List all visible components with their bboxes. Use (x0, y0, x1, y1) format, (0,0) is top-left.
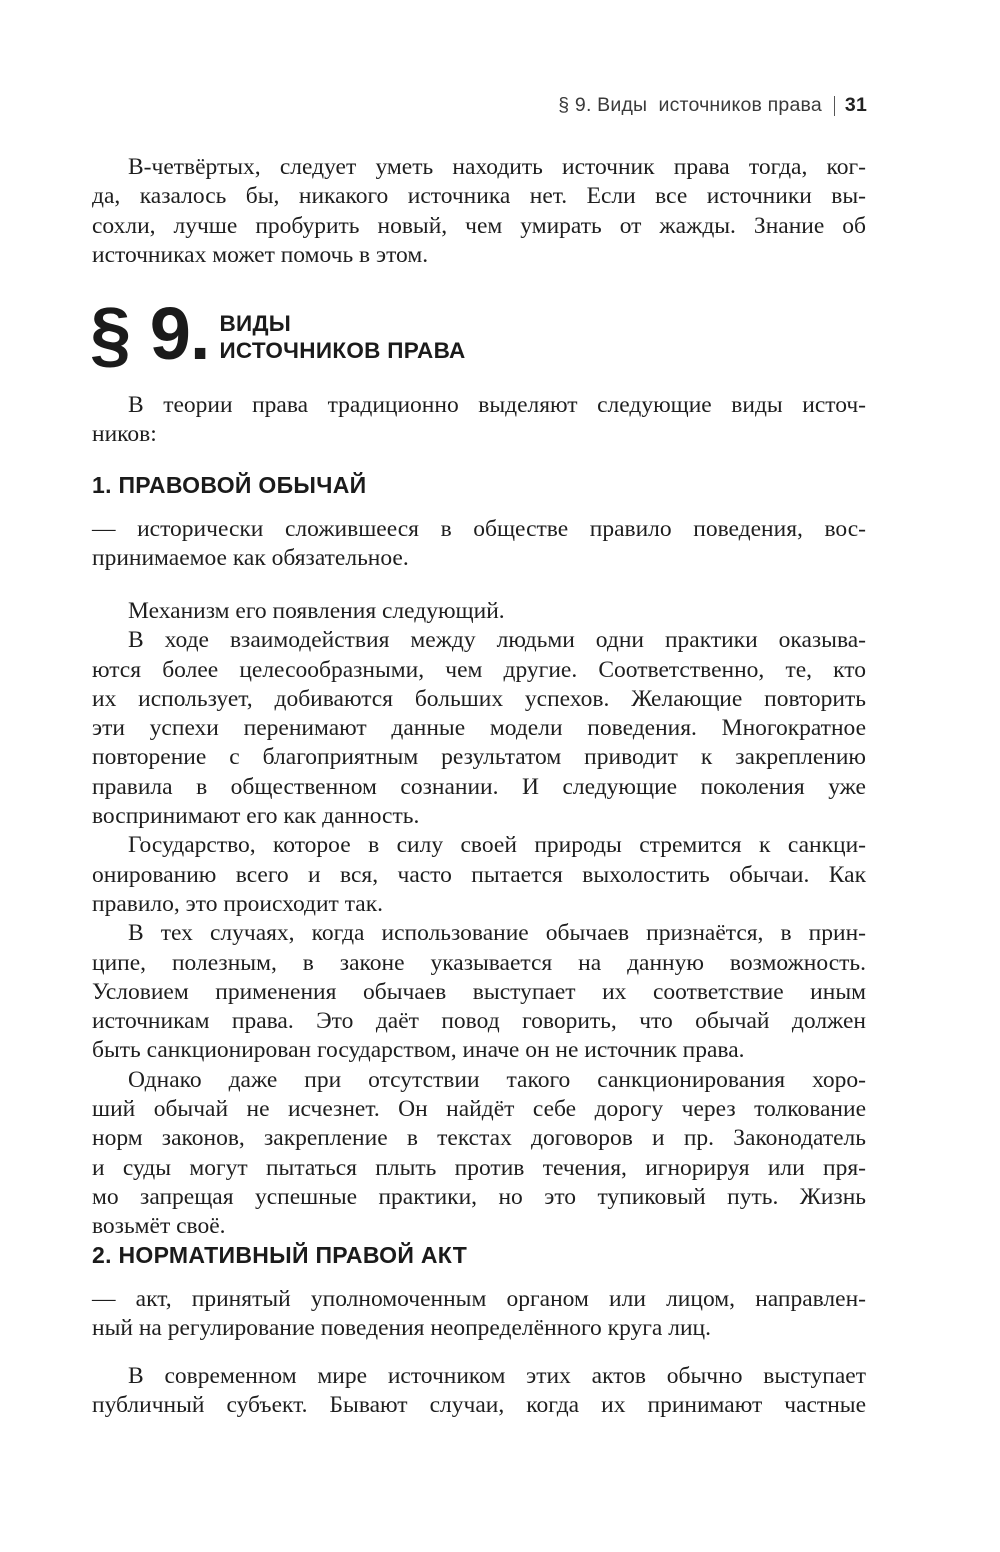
text-line: онированию всего и вся, часто пытается выхолостить обычаи. Как (92, 861, 866, 888)
text-line: принимаемое как обязательное. (92, 545, 409, 572)
section-title-line: ИСТОЧНИКОВ ПРАВА (219, 338, 466, 363)
paragraph (92, 831, 866, 919)
paragraph (92, 597, 866, 626)
text-line: ший обычай не исчезнет. Он найдёт себе дорогу через толкование (92, 1096, 866, 1123)
subsection-heading: 2. НОРМАТИВНЫЙ ПРАВОЙ АКТ (92, 1242, 468, 1268)
text-line: правило, это происходит так. (92, 890, 383, 917)
text-line: эти успехи перенимают данные модели поведения. Многократное (92, 715, 866, 742)
text-line: правила в общественном сознании. И следующие поколения уже (92, 773, 866, 800)
subsection-heading: 1. ПРАВОВОЙ ОБЫЧАЙ (92, 472, 367, 498)
text-line: В современном мире источником этих актов обычно выступает (128, 1363, 866, 1389)
text-line: Однако даже при отсутствии такого санкционирования хоро- (128, 1066, 866, 1093)
text-line: Механизм его появления следующий. (128, 598, 505, 624)
text-line: В теории права традиционно выделяют следующие виды источ- (128, 392, 866, 418)
running-title: § 9. Виды источников права (558, 94, 822, 116)
header-divider (834, 96, 835, 116)
subsection1-body (92, 597, 866, 1242)
text-line: Условием применения обычаев выступает их соответствие иным (92, 978, 866, 1005)
section-number: § 9. (90, 292, 210, 375)
subsection1-definition (92, 515, 866, 574)
text-line: ются более целесообразными, чем другие. Соответственно, те, кто (92, 656, 866, 683)
subsection2-definition (92, 1285, 866, 1344)
text-line: воспринимают его как данность. (92, 803, 420, 830)
section-title (219, 310, 465, 364)
text-line: источникам права. Это даёт повод говорить, что обычай должен (92, 1008, 866, 1035)
section-heading (90, 292, 466, 375)
text-line: сохли, лучше пробурить новый, чем умирать от жажды. Знание об (92, 212, 866, 239)
text-line: ников: (92, 421, 157, 448)
paragraph (92, 626, 866, 831)
text-line: Государство, которое в силу своей природы стремится к санкци- (128, 832, 866, 859)
intro-paragraph (92, 153, 866, 270)
text-line: — исторически сложившееся в обществе правило поведения, вос- (92, 516, 866, 542)
text-line: ципе, полезным, в законе указывается на данную возможность. (92, 949, 866, 976)
paragraph (92, 919, 866, 1065)
running-header (558, 94, 867, 117)
text-line: их использует, добиваются больших успехов. Желающие повторить (92, 685, 866, 712)
paragraph (92, 1066, 866, 1242)
subsection2-body (92, 1362, 866, 1421)
text-line: В-четвёртых, следует уметь находить источник права тогда, ког- (128, 154, 866, 180)
text-line: публичный субъект. Бывают случаи, когда их принимают частные (92, 1392, 866, 1419)
text-line: возьмёт своё. (92, 1213, 226, 1240)
text-line: и суды могут пытаться плыть против течения, игнорируя или пря- (92, 1154, 866, 1181)
text-line: В тех случаях, когда использование обычаев признаётся, в прин- (128, 920, 866, 947)
text-line: норм законов, закрепление в текстах договоров и пр. Законодатель (92, 1125, 866, 1152)
section-lead-paragraph (92, 391, 866, 450)
page-number: 31 (844, 94, 867, 116)
section-title-line: ВИДЫ (219, 311, 292, 336)
text-line: ный на регулирование поведения неопределённого круга лиц. (92, 1315, 711, 1342)
text-line: В ходе взаимодействия между людьми одни практики оказыва- (128, 627, 866, 654)
text-line: быть санкционирован государством, иначе он не источник права. (92, 1037, 745, 1064)
text-line: да, казалось бы, никакого источника нет. Если все источники вы- (92, 183, 866, 210)
text-line: — акт, принятый уполномоченным органом или лицом, направлен- (92, 1286, 866, 1312)
text-line: мо запрещая успешные практики, но это тупиковый путь. Жизнь (92, 1183, 866, 1210)
text-line: источниках может помочь в этом. (92, 241, 429, 268)
text-line: повторение с благоприятным результатом приводит к закреплению (92, 744, 866, 771)
